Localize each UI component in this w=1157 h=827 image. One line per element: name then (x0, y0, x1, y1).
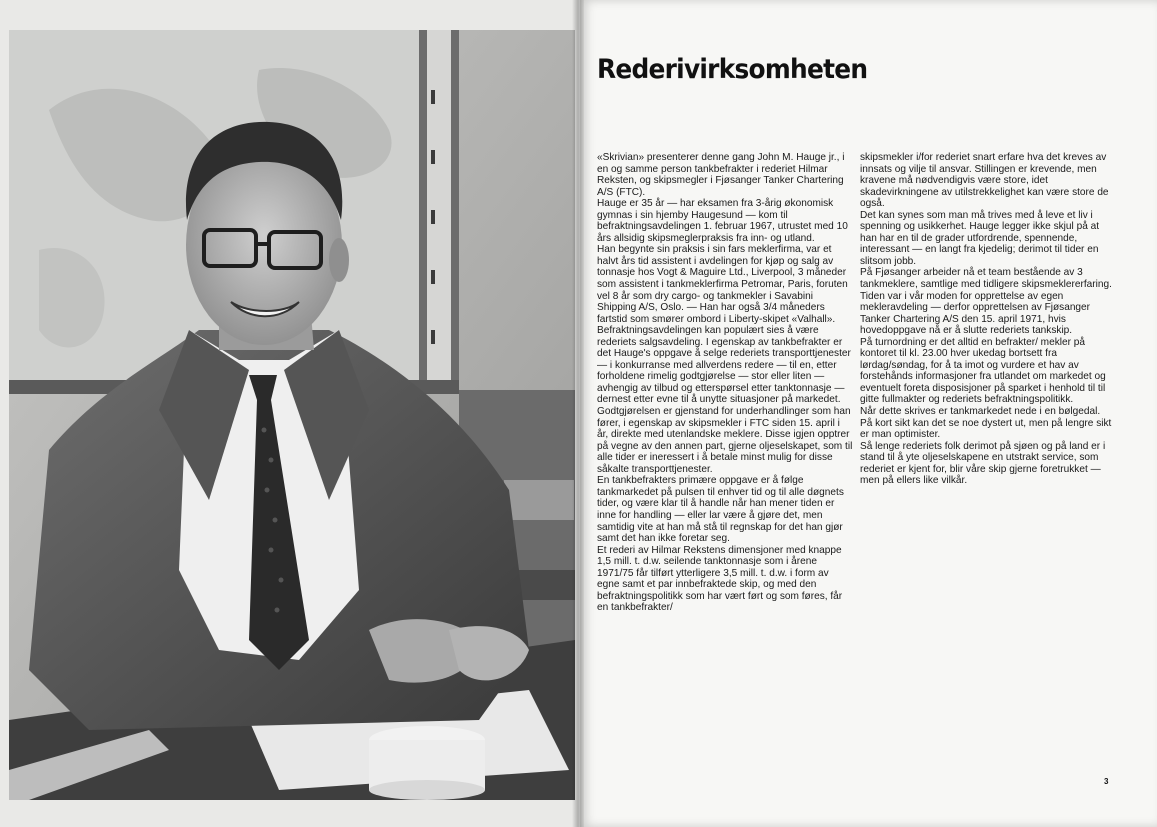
paragraph: Befraktningsavdelingen kan populært sies å være rederiets salgsavdeling. I egenskap av tankbefrakter er det Hauge's oppgave å selge rederiets transporttjenester — i konkurranse med allverdens redere — til en, etter forholdene rimelig godtgjørelse — stor eller liten — avhengig av tilbud og etterspørsel etter tanktonnasje — dernest etter evne til å unytte situasjoner på markedet. (597, 325, 851, 406)
paragraph: Hauge er 35 år — har eksamen fra 3-årig økonomisk gymnas i sin hjemby Haugesund — kom til befraktningsavdelingen 1. februar 1967, utrustet med 10 års allsidig skipsmeglerpraksis fra inn- og utland. (597, 198, 848, 244)
paragraph: Godtgjørelsen er gjenstand for underhandlinger som han fører, i egenskap av skipsmekler i FTC siden 15. april i år, direkte med utenlandske meklere. Disse igjen opptrer på vegne av den annen part, gjerne oljeselskapet, som til alle tider er ineressert i å betale minst mulig for disse såkalte transporttjenester. (597, 406, 853, 475)
paragraph: På Fjøsanger arbeider nå et team bestående av 3 tankmeklere, samtlige med tidligere skipsmeklererfaring. (860, 267, 1112, 291)
paragraph: Han begynte sin praksis i sin fars meklerfirma, var et halvt års tid assistent i avdelingen for kjøp og salg av tonnasje hos Vogt & Maguire Ltd., Liverpool, 3 måneder som assistent i tankmeklerfirma Petromar, Paris, foruten vel 8 år som dry cargo- og tankmekler i Savabini Shipping A/S, Oslo. — Han har også 3/4 måneders fartstid som smører ombord i Liberty-skipet «Valhall». (597, 244, 848, 325)
paragraph: Så lenge rederiets folk derimot på sjøen og på land er i stand til å yte oljeselskapene en utstrakt service, som rederiet er kjent for, blir våre skip gjerne foretrukket — men på ellers like vilkår. (860, 440, 1106, 487)
paragraph: Når dette skrives er tankmarkedet nede i en bølgedal. På kort sikt kan det se noe dystert ut, men på lengre sikt er man optimister. (860, 406, 1112, 441)
paragraph: Det kan synes som man må trives med å leve et liv i spenning og usikkerhet. Hauge legger ikke skjul på at han har en til de grader utfordrende, spennende, interessant — en langt fra kjedelig; derimot til tider en slitsom jobb. (860, 209, 1100, 267)
paragraph: «Skrivian» presenterer denne gang John M. Hauge jr., i en og samme person tankbefrakter i rederiet Hilmar Reksten, og skipsmegler i Fjøsanger Tanker Chartering A/S (FTC). (597, 152, 845, 198)
paragraph: Tiden var i vår moden for opprettelse av egen mekleravdeling — derfor opprettelsen av Fjøsanger Tanker Chartering A/S den 15. april 1971, hvis hovedoppgave nå er å slutte rederiets tankskip. (860, 290, 1091, 337)
portrait-photo (9, 30, 575, 800)
paragraph: En tankbefrakters primære oppgave er å følge tankmarkedet på pulsen til enhver tid og til alle døgnets tider, og være klar til å handle når han mener tiden er inne for handling — eller lar være å gjøre det, men samtidig vite at han må stå til regnskap for det han gjør samt det han ikke foretar seg. (597, 475, 844, 545)
paragraph: På turnordning er det alltid en befrakter/ mekler på kontoret til kl. 23.00 hver ukedag bortsett fra lørdag/søndag, for å ta imot og vurdere et hav av forstehånds informasjoner fra utlandet om markedet og eventuelt foreta disposisjoner på sparket i henhold til til gitte fullmakter og rederiets befraktningspolitikk. (860, 336, 1106, 406)
article-title: Rederivirksomheten (597, 54, 868, 85)
paragraph: skipsmekler i/for rederiet snart erfare hva det kreves av innsats og vilje til ansvar. Stillingen er krevende, men kravene må nødvendigvis være store, idet skadevirkningene av utilstrekkelighet kan være store de også. (860, 152, 1109, 210)
text-column-2 (860, 152, 1114, 487)
paragraph: Et rederi av Hilmar Rekstens dimensjoner med knappe 1,5 mill. t. d.w. seilende tanktonnasje som i årene 1971/75 får tilført ytterligere 3,5 mill. t. d.w. i form av egne samt et par innbefraktede skip, og med den befraktningspolitikk som har vært ført og som føres, får en tankbefrakter/ (597, 544, 843, 614)
text-column-1 (597, 152, 853, 614)
page-gutter (572, 0, 584, 827)
page-number: 3 (1104, 777, 1109, 786)
